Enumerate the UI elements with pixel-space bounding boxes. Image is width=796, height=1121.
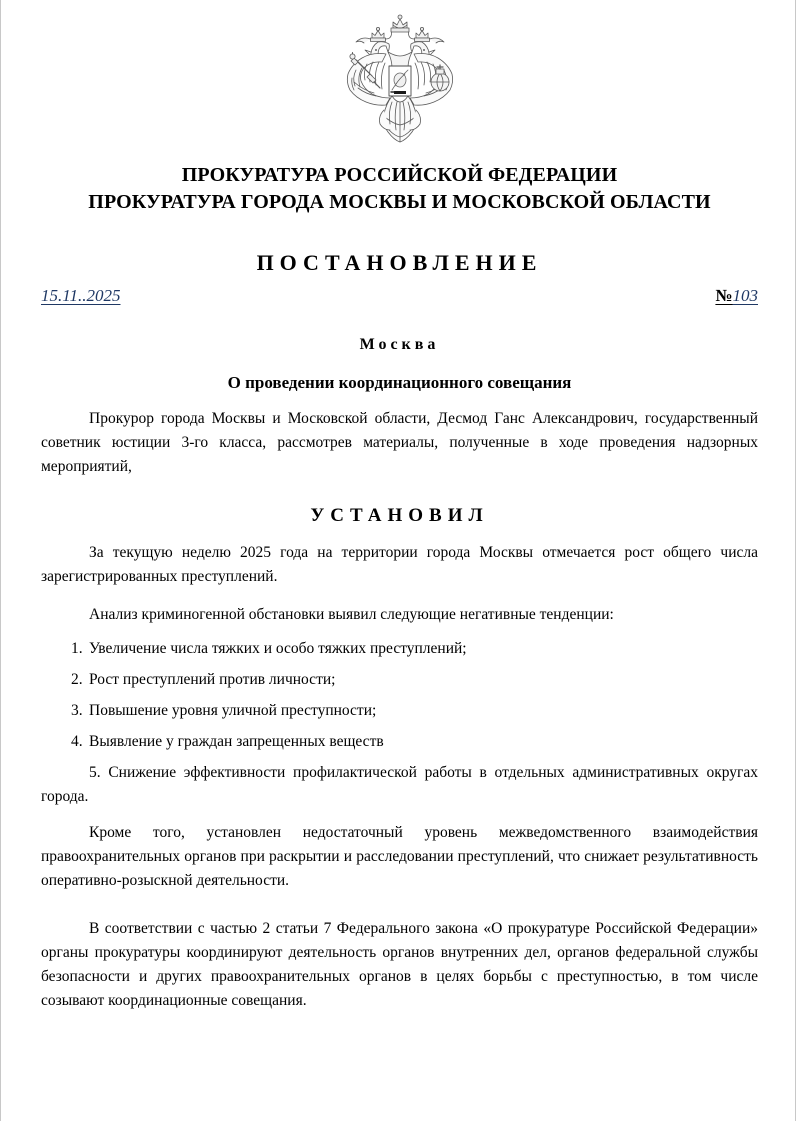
document-meta-row — [41, 286, 758, 312]
list-item — [41, 730, 758, 754]
document-type-heading: ПОСТАНОВЛЕНИЕ — [256, 250, 543, 275]
organization-title-line-2: ПРОКУРАТУРА ГОРОДА МОСКВЫ И МОСКОВСКОЙ ОБЛАСТИ — [88, 191, 711, 213]
list-item-marker: 5. — [89, 764, 101, 781]
list-item-marker: 1. — [71, 640, 83, 657]
list-item-marker: 2. — [71, 671, 83, 688]
list-item-text: Увеличение числа тяжких и особо тяжких преступлений; — [89, 640, 467, 657]
russian-coat-of-arms-eagle-icon — [334, 12, 466, 154]
document-subject: О проведении координационного совещания — [227, 373, 572, 392]
findings-list — [41, 627, 758, 809]
list-item — [41, 637, 758, 661]
list-item — [41, 668, 758, 692]
organization-title-line-1: ПРОКУРАТУРА РОССИЙСКОЙ ФЕДЕРАЦИИ — [181, 164, 618, 186]
number-value: 103 — [732, 286, 758, 305]
body-paragraph-1: За текущую неделю 2025 года на территории города Москвы отмечается рост общего числа зарегистрированных преступлений. — [41, 544, 758, 585]
list-item-marker: 4. — [71, 733, 83, 750]
list-item-text: Выявление у граждан запрещенных веществ — [89, 733, 384, 750]
document-content — [41, 0, 758, 1013]
list-item-text: Повышение уровня уличной преступности; — [89, 702, 377, 719]
document-number-field[interactable] — [715, 286, 758, 306]
list-item — [41, 761, 758, 809]
list-item-text: Рост преступлений против личности; — [89, 671, 336, 688]
emblem-container — [41, 0, 758, 154]
list-item-marker: 3. — [71, 702, 83, 719]
city-line: Москва — [359, 336, 440, 353]
body-paragraph-3: Кроме того, установлен недостаточный уровень межведомственного взаимодействия правоохранительных органов при раскрытии и расследовании преступлений, что снижает результативность оперативно-розыскной деятельности. — [41, 824, 758, 889]
body-paragraph-4: В соответствии с частью 2 статьи 7 Федерального закона «О прокуратуре Российской Федерации» органы прокуратуры координируют деятельность органов внутренних дел, органов федеральной службы безопасности и других правоохранительных органов в целях борьбы с преступностью, в том числе созывают координационные совещания. — [41, 920, 758, 1009]
number-symbol: № — [715, 286, 733, 305]
list-item-text: Снижение эффективности профилактической работы в отдельных административных округах города. — [41, 764, 759, 805]
resolve-heading: УСТАНОВИЛ — [310, 505, 489, 526]
document-date-field[interactable]: 15.11..2025 — [41, 286, 121, 305]
body-paragraph-2: Анализ криминогенной обстановки выявил следующие негативные тенденции: — [89, 606, 614, 623]
list-item — [41, 699, 758, 723]
preamble-paragraph: Прокурор города Москвы и Московской области, Десмод Ганс Александрович, государственный советник юстиции 3-го класса, рассмотрев материалы, полученные в ходе проведения надзорных мероприятий, — [41, 410, 758, 475]
